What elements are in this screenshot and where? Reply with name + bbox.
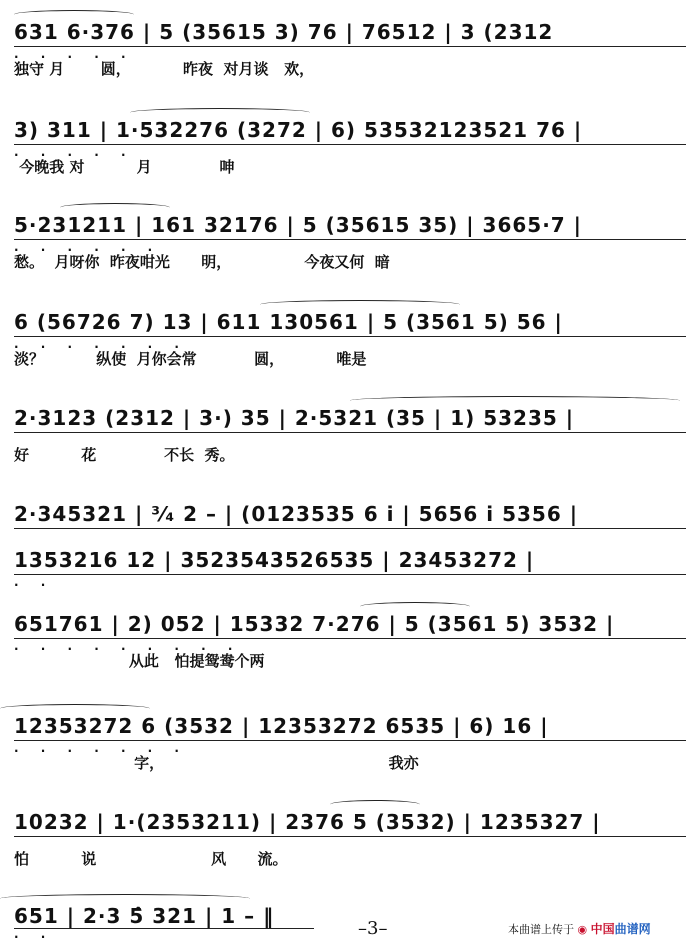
slur	[0, 894, 250, 903]
notation-line: 2·345321 | ³⁄₄ 2 – | (0123535 6 i | 5656 i 5356 |	[14, 502, 579, 526]
notation-line: 651761 | 2) 052 | 15332 7·276 | 5 (3561 5) 3532 |	[14, 612, 615, 636]
lyric-line: 今晚我 对 月 呻	[14, 158, 235, 176]
slur	[60, 203, 170, 212]
lyric-line: 淡？ 纵使 月你会常 圆， 唯是	[14, 350, 367, 368]
beam-line	[14, 46, 686, 47]
notation-line: 10232 | 1·(2353211) | 2376 5 (3532) | 1235327 |	[14, 810, 601, 834]
source-credit	[508, 920, 651, 937]
notation-line: 651 | 2·3 5̂ 321 | 1 – ‖	[14, 904, 275, 928]
octave-dots: · · · · · · ·	[14, 744, 188, 758]
slur	[360, 602, 470, 611]
beam-line	[14, 336, 686, 337]
beam-line	[14, 239, 686, 240]
octave-dots: · · · · ·	[14, 148, 135, 162]
octave-dots: · · · · ·	[14, 50, 135, 64]
octave-dots: · · · · · · ·	[14, 340, 188, 354]
lyric-line: 好 花 不长 秀。	[14, 446, 235, 464]
octave-dots: · · · · · ·	[14, 243, 162, 257]
site-name-blue: 曲谱网	[614, 922, 651, 936]
beam-line	[14, 836, 686, 837]
octave-dots: · · · · · · · · ·	[14, 642, 242, 656]
lyric-line: 愁。 月呀你 昨夜咁光 明， 今夜又何 暗	[14, 253, 390, 271]
beam-line	[14, 432, 686, 433]
beam-line	[14, 638, 686, 639]
notation-line: 2·3123 (2312 | 3·) 35 | 2·5321 (35 | 1) 53235 |	[14, 406, 575, 430]
slur	[260, 300, 460, 309]
notation-line: 631 6·376 | 5 (35615 3) 76 | 76512 | 3 (2312	[14, 20, 554, 44]
octave-dots: · ·	[14, 930, 55, 944]
slur	[330, 800, 420, 809]
slur	[14, 10, 134, 19]
beam-line	[14, 574, 686, 575]
lyric-line: 独守 月 圆， 昨夜 对月谈 欢，	[14, 60, 315, 78]
slur	[130, 108, 310, 117]
lyric-line: 从此 怕提鸳鸯个两	[14, 652, 265, 670]
lyric-line: 字， 我亦	[14, 754, 419, 772]
lyric-line: 怕 说 风 流。	[14, 850, 288, 868]
page-number: –3–	[358, 918, 388, 939]
notation-line: 6 (56726 7) 13 | 611 130561 | 5 (3561 5) 56 |	[14, 310, 563, 334]
notation-line: 5·231211 | 161 32176 | 5 (35615 35) | 3665·7 |	[14, 213, 582, 237]
site-logo-icon: ◉	[577, 923, 588, 936]
notation-line: 12353272 6 (3532 | 12353272 6535 | 6) 16 |	[14, 714, 549, 738]
slur	[0, 704, 150, 713]
beam-line	[14, 528, 686, 529]
notation-line: 3) 311 | 1·532276 (3272 | 6) 53532123521 76 |	[14, 118, 583, 142]
octave-dots: · ·	[14, 578, 55, 592]
slur	[350, 396, 680, 405]
beam-line	[14, 740, 686, 741]
notation-line: 1353216 12 | 3523543526535 | 23453272 |	[14, 548, 535, 572]
site-name-red: 中国	[590, 922, 615, 936]
credit-prefix: 本曲谱上传于	[508, 923, 574, 936]
beam-line	[14, 928, 314, 929]
beam-line	[14, 144, 686, 145]
